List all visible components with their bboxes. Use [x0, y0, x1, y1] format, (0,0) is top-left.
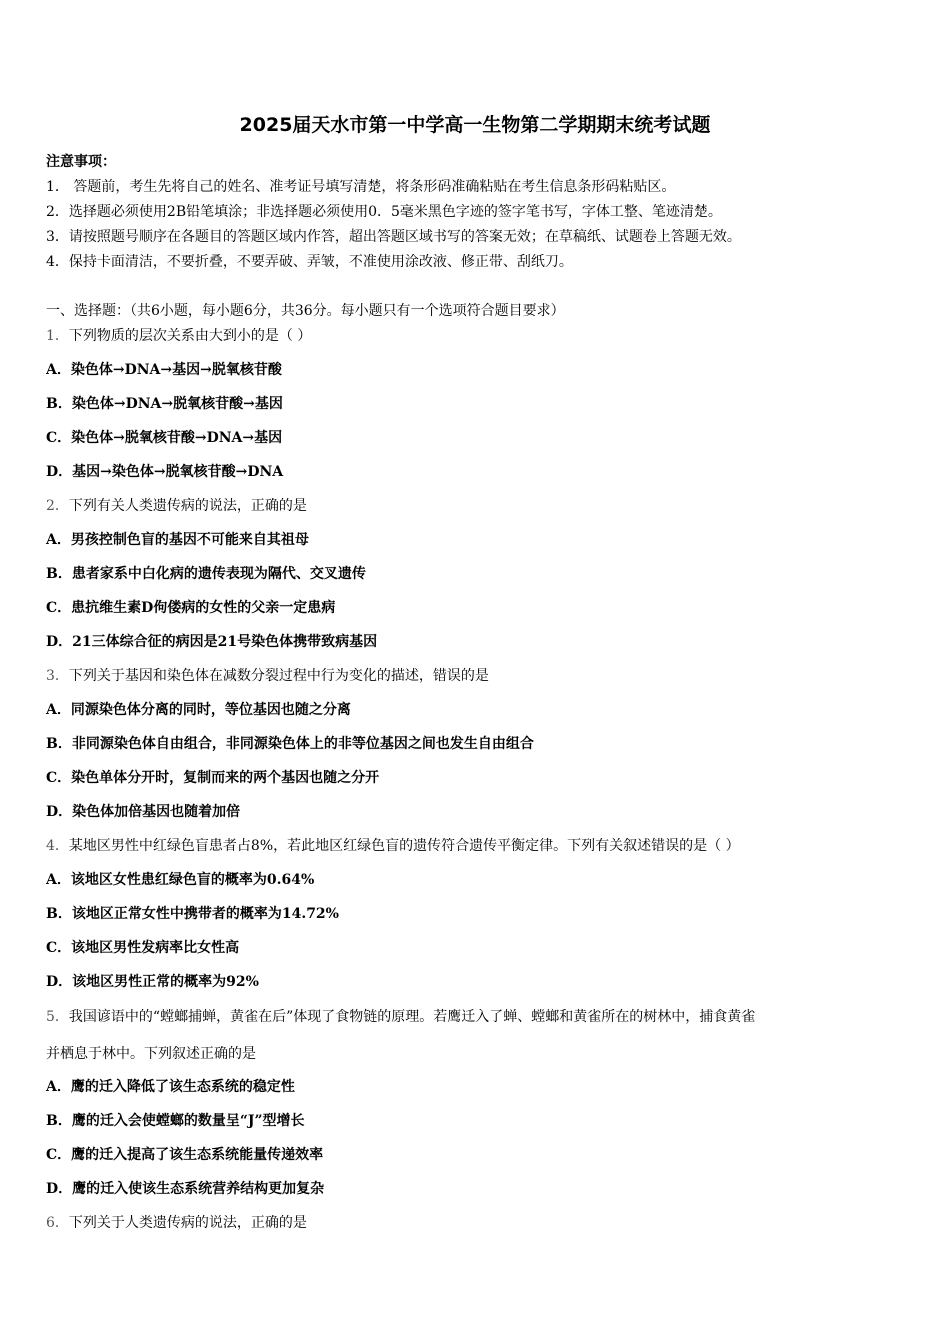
question-number: 6．	[46, 1215, 69, 1231]
question-number: 1．	[46, 328, 69, 344]
question-stem: 下列有关人类遗传病的说法，正确的是	[68, 498, 307, 514]
question-3	[46, 666, 489, 686]
question-5	[46, 1007, 755, 1027]
question-4	[46, 836, 740, 856]
section-heading: 一、选择题：（共6小题，每小题6分，共36分。每小题只有一个选项符合题目要求）	[46, 303, 565, 319]
q1-option-b: B．染色体→DNA→脱氧核苷酸→基因	[46, 396, 283, 412]
question-number: 4．	[46, 838, 69, 854]
q3-option-a: A．同源染色体分离的同时，等位基因也随之分离	[46, 702, 351, 718]
q1-option-c: C．染色体→脱氧核苷酸→DNA→基因	[46, 430, 283, 446]
q2-option-d: D．21三体综合征的病因是21号染色体携带致病基因	[46, 634, 378, 650]
q4-option-a: A．该地区女性患红绿色盲的概率为0.64%	[46, 872, 315, 888]
q4-option-d: D．该地区男性正常的概率为92%	[46, 974, 259, 990]
q2-option-a: A．男孩控制色盲的基因不可能来自其祖母	[46, 532, 309, 548]
notes-item-4: 4．保持卡面清洁，不要折叠，不要弄破、弄皱，不准使用涂改液、修正带、刮纸刀。	[46, 254, 573, 270]
question-stem: 某地区男性中红绿色盲患者占8%，若此地区红绿色盲的遗传符合遗传平衡定律。下列有关叙述错误的是（ ）	[68, 838, 740, 854]
q5-option-d: D．鹰的迁入使该生态系统营养结构更加复杂	[46, 1181, 325, 1197]
notes-item-1: 1． 答题前，考生先将自己的姓名、准考证号填写清楚，将条形码准确粘贴在考生信息条形码粘贴区。	[46, 179, 676, 195]
q1-option-d: D．基因→染色体→脱氧核苷酸→DNA	[46, 464, 284, 480]
notes-item-2: 2．选择题必须使用2B铅笔填涂；非选择题必须使用0．5毫米黑色字迹的签字笔书写，字体工整、笔迹清楚。	[46, 204, 722, 220]
question-number: 5．	[46, 1009, 69, 1025]
notes-heading: 注意事项：	[46, 154, 116, 170]
question-stem: 下列物质的层次关系由大到小的是（ ）	[68, 328, 312, 344]
question-stem: 下列关于人类遗传病的说法，正确的是	[68, 1215, 307, 1231]
question-number: 2．	[46, 498, 69, 514]
q3-option-d: D．染色体加倍基因也随着加倍	[46, 804, 241, 820]
question-1	[46, 326, 311, 346]
question-number: 3．	[46, 668, 69, 684]
q4-option-c: C．该地区男性发病率比女性高	[46, 940, 240, 956]
q1-option-a: A．染色体→DNA→基因→脱氧核苷酸	[46, 362, 282, 378]
question-6	[46, 1213, 307, 1233]
question-stem: 下列关于基因和染色体在减数分裂过程中行为变化的描述，错误的是	[68, 668, 489, 684]
question-5-continued: 并栖息于林中。下列叙述正确的是	[46, 1046, 256, 1062]
q4-option-b: B．该地区正常女性中携带者的概率为14.72%	[46, 906, 339, 922]
q2-option-c: C．患抗维生素D佝偻病的女性的父亲一定患病	[46, 600, 336, 616]
q3-option-c: C．染色单体分开时，复制而来的两个基因也随之分开	[46, 770, 380, 786]
q2-option-b: B．患者家系中白化病的遗传表现为隔代、交叉遗传	[46, 566, 366, 582]
q3-option-b: B．非同源染色体自由组合，非同源染色体上的非等位基因之间也发生自由组合	[46, 736, 534, 752]
q5-option-b: B．鹰的迁入会使螳螂的数量呈“J”型增长	[46, 1113, 305, 1129]
notes-item-3: 3．请按照题号顺序在各题目的答题区域内作答，超出答题区域书写的答案无效；在草稿纸、试题卷上答题无效。	[46, 229, 741, 245]
q5-option-c: C．鹰的迁入提高了该生态系统能量传递效率	[46, 1147, 324, 1163]
question-stem: 我国谚语中的“螳螂捕蝉，黄雀在后”体现了食物链的原理。若鹰迁入了蝉、螳螂和黄雀所在的树林中，捕食黄雀	[68, 1009, 756, 1025]
question-2	[46, 496, 307, 516]
q5-option-a: A．鹰的迁入降低了该生态系统的稳定性	[46, 1079, 295, 1095]
exam-title: 2025届天水市第一中学高一生物第二学期期末统考试题	[239, 114, 711, 136]
